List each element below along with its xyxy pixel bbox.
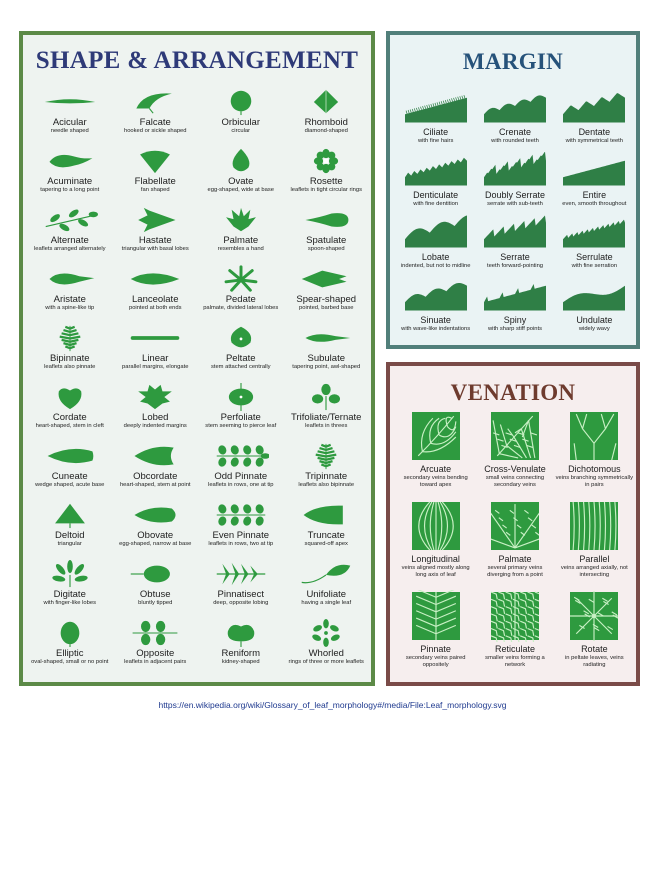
scell-name: Obcordate	[133, 471, 178, 482]
vcell-item	[396, 500, 475, 590]
margin-panel-title: MARGIN	[462, 49, 564, 74]
mcell-name: Undulate	[576, 314, 613, 325]
subulate-leaf-icon	[298, 323, 354, 353]
vcell-description: veins aligned mostly along long axis of leaf	[401, 565, 470, 578]
cordate-leaf-icon	[42, 382, 98, 412]
scell-description: tapering point, awl-shaped	[292, 364, 361, 370]
vcell-item	[475, 410, 554, 500]
parallel-venation-icon	[570, 500, 618, 552]
margin-panel	[386, 31, 640, 349]
scell-item	[113, 205, 199, 264]
scell-description: rings of three or more leaflets	[288, 659, 364, 665]
vcell-item	[555, 500, 634, 590]
mcell-name: Ciliate	[423, 127, 449, 137]
undulate-margin-icon	[563, 277, 625, 313]
scell-item	[284, 264, 370, 323]
cuneate-leaf-icon	[42, 441, 98, 471]
mcell-item	[396, 89, 475, 152]
scell-description: hooked or sickle shaped	[123, 128, 187, 134]
scell-name: Cordate	[52, 412, 87, 423]
vcell-item	[475, 500, 554, 590]
odd-pinnate-leaf-icon	[213, 441, 269, 471]
spatulate-leaf-icon	[298, 205, 354, 235]
scell-name: Lanceolate	[132, 294, 179, 305]
scell-item	[113, 87, 199, 146]
mcell-description: teeth forward-pointing	[486, 263, 544, 269]
scell-name: Opposite	[136, 648, 175, 659]
scell-item	[284, 146, 370, 205]
orbicular-leaf-icon	[213, 87, 269, 117]
scell-item	[113, 146, 199, 205]
obcordate-leaf-icon	[127, 441, 183, 471]
vcell-name: Longitudinal	[411, 554, 460, 564]
lobed-leaf-icon	[127, 382, 183, 412]
scell-name: Peltate	[225, 353, 256, 364]
scell-item	[27, 500, 113, 559]
mcell-name: Dentate	[578, 127, 611, 137]
pinnate-venation-icon	[412, 590, 460, 642]
scell-description: egg-shaped, narrow at base	[119, 541, 192, 547]
scell-name: Pinnatisect	[217, 589, 264, 600]
scell-item	[198, 323, 284, 382]
serrate-margin-icon	[484, 214, 546, 250]
palmate-leaf-icon	[213, 205, 269, 235]
scell-name: Unifoliate	[306, 589, 347, 600]
acuminate-leaf-icon	[42, 146, 98, 176]
mcell-description: indented, but not to midline	[400, 263, 471, 269]
obovate-leaf-icon	[127, 500, 183, 530]
scell-name: Ovate	[228, 176, 254, 187]
mcell-item	[475, 89, 554, 152]
pedate-leaf-icon	[213, 264, 269, 294]
scell-description: diamond-shaped	[304, 128, 348, 134]
scell-name: Digitate	[53, 589, 86, 600]
scell-name: Linear	[142, 353, 169, 364]
scell-description: leaflets in threes	[305, 423, 348, 429]
scell-item	[284, 205, 370, 264]
scell-description: with finger-like lobes	[43, 600, 97, 606]
scell-description: leaflets in adjacent pairs	[124, 659, 187, 665]
scell-name: Falcate	[139, 117, 171, 128]
mcell-item	[475, 214, 554, 277]
scell-description: wedge shaped, acute base	[35, 482, 105, 488]
scell-item	[198, 559, 284, 618]
scell-item	[27, 87, 113, 146]
scell-name: Reniform	[221, 648, 261, 659]
scell-description: pointed, barbed base	[299, 305, 354, 311]
scell-name: Flabellate	[134, 176, 176, 187]
shape-panel-title: SHAPE & ARRANGEMENT	[35, 47, 359, 74]
vcell-description: veins arranged axially, not intersecting	[560, 565, 628, 578]
vcell-name: Palmate	[498, 554, 532, 564]
vcell-description: in peltate leaves, veins radiating	[565, 655, 624, 668]
mcell-name: Spiny	[503, 314, 527, 325]
vcell-item	[555, 590, 634, 680]
mcell-item	[555, 152, 634, 215]
mcell-item	[555, 89, 634, 152]
mcell-description: even, smooth throughout	[562, 200, 627, 207]
unifoliate-leaf-icon	[298, 559, 354, 589]
scell-description: heart-shaped, stem at point	[119, 482, 191, 488]
scell-item	[198, 500, 284, 559]
scell-item	[27, 559, 113, 618]
scell-item	[284, 618, 370, 677]
scell-name: Whorled	[308, 648, 344, 659]
vcell-name: Arcuate	[420, 464, 452, 474]
longitudinal-venation-icon	[412, 500, 460, 552]
elliptic-leaf-icon	[42, 618, 98, 648]
scell-name: Orbicular	[221, 117, 261, 128]
mcell-description: with symmetrical teeth	[565, 138, 623, 144]
falcate-leaf-icon	[127, 87, 183, 117]
lanceolate-leaf-icon	[127, 264, 183, 294]
mcell-description: with wave-like indentations	[401, 325, 471, 332]
mcell-description: serrate with sub-teeth	[487, 200, 543, 207]
scell-item	[27, 264, 113, 323]
scell-item	[27, 323, 113, 382]
scell-description: stem attached centrally	[210, 364, 271, 370]
vcell-name: Rotate	[581, 644, 608, 654]
scell-name: Palmate	[223, 235, 259, 246]
scell-name: Obtuse	[139, 589, 171, 600]
scell-item	[27, 618, 113, 677]
mcell-item	[555, 277, 634, 340]
vcell-name: Parallel	[579, 554, 610, 564]
scell-item	[284, 382, 370, 441]
scell-item	[27, 441, 113, 500]
scell-name: Spatulate	[306, 235, 347, 246]
scell-item	[198, 205, 284, 264]
perfoliate-leaf-icon	[213, 382, 269, 412]
scell-description: having a single leaf	[301, 600, 352, 606]
sinuate-margin-icon	[405, 277, 467, 313]
scell-description: squared-off apex	[304, 541, 348, 547]
scell-description: triangular with basal lobes	[121, 246, 189, 252]
denticulate-margin-icon	[405, 152, 467, 188]
mcell-description: with fine hairs	[417, 138, 454, 144]
mcell-item	[396, 214, 475, 277]
alternate-leaf-icon	[42, 205, 98, 235]
scell-description: fan shaped	[140, 187, 170, 193]
scell-description: parallel margins, elongate	[122, 364, 189, 370]
peltate-leaf-icon	[213, 323, 269, 353]
scell-name: Even Pinnate	[212, 530, 269, 541]
scell-description: oval-shaped, small or no point	[31, 659, 109, 665]
vcell-name: Reticulate	[494, 644, 535, 654]
scell-description: leaflets in rows, one at tip	[208, 482, 274, 488]
scell-description: leaflets also pinnate	[44, 364, 96, 370]
mcell-item	[555, 214, 634, 277]
dentate-margin-icon	[563, 89, 625, 125]
scell-name: Odd Pinnate	[214, 471, 268, 482]
reticulate-venation-icon	[491, 590, 539, 642]
whorled-leaf-icon	[298, 618, 354, 648]
scell-item	[198, 441, 284, 500]
scell-name: Elliptic	[56, 648, 84, 659]
venation-grid	[396, 410, 634, 680]
scell-name: Spear-shaped	[296, 294, 357, 305]
shape-arrangement-panel	[19, 31, 375, 686]
mcell-name: Serrulate	[576, 252, 613, 262]
vcell-name: Pinnate	[420, 644, 451, 654]
mcell-item	[475, 277, 554, 340]
scell-name: Aristate	[53, 294, 86, 305]
scell-item	[198, 146, 284, 205]
mcell-name: Crenate	[498, 127, 531, 137]
scell-item	[284, 441, 370, 500]
scell-item	[284, 500, 370, 559]
mcell-item	[475, 152, 554, 215]
rosette-leaf-icon	[298, 146, 354, 176]
scell-description: resembles a hand	[217, 246, 264, 252]
scell-name: Rhomboid	[304, 117, 348, 128]
scell-item	[198, 87, 284, 146]
deltoid-leaf-icon	[42, 500, 98, 530]
vcell-name: Cross-Venulate	[484, 464, 546, 474]
reniform-leaf-icon	[213, 618, 269, 648]
scell-item	[284, 323, 370, 382]
hastate-leaf-icon	[127, 205, 183, 235]
mcell-name: Denticulate	[413, 189, 459, 200]
scell-description: deep, opposite lobing	[213, 600, 269, 606]
vcell-item	[555, 410, 634, 500]
mcell-description: with rounded teeth	[491, 138, 539, 144]
linear-leaf-icon	[127, 323, 183, 353]
serrulate-margin-icon	[563, 214, 625, 250]
scell-item	[113, 559, 199, 618]
obtuse-leaf-icon	[127, 559, 183, 589]
mcell-item	[396, 152, 475, 215]
digitate-leaf-icon	[42, 559, 98, 589]
spiny-margin-icon	[484, 277, 546, 313]
scell-description: palmate, divided lateral lobes	[203, 305, 279, 311]
vcell-description: secondary veins paired oppositely	[405, 655, 466, 668]
scell-description: triangular	[57, 541, 82, 547]
scell-name: Trifoliate/Ternate	[291, 412, 362, 423]
vcell-name: Dichotomous	[568, 464, 621, 474]
margin-grid	[396, 89, 634, 339]
even-pinnate-leaf-icon	[213, 500, 269, 530]
scell-description: leaflets arranged alternately	[33, 246, 106, 252]
scell-item	[27, 146, 113, 205]
scell-name: Tripinnate	[305, 471, 348, 482]
scell-description: stem seeming to pierce leaf	[205, 423, 277, 429]
spear-shaped-leaf-icon	[298, 264, 354, 294]
doubly-serrate-margin-icon	[484, 152, 546, 188]
ovate-leaf-icon	[213, 146, 269, 176]
vcell-item	[396, 410, 475, 500]
rhomboid-leaf-icon	[298, 87, 354, 117]
scell-name: Alternate	[50, 235, 89, 246]
scell-name: Perfoliate	[220, 412, 261, 423]
dichotomous-venation-icon	[570, 410, 618, 462]
scell-item	[284, 559, 370, 618]
scell-name: Acicular	[52, 117, 87, 128]
scell-item	[198, 382, 284, 441]
scell-name: Acuminate	[47, 176, 93, 187]
tripinnate-leaf-icon	[298, 441, 354, 471]
scell-item	[113, 500, 199, 559]
scell-item	[27, 205, 113, 264]
source-link[interactable]: https://en.wikipedia.org/wiki/Glossary_of_leaf_morphology#/media/File:Leaf_morphology.svg	[158, 700, 507, 710]
scell-item	[198, 264, 284, 323]
mcell-description: with fine dentition	[413, 200, 459, 207]
scell-name: Pedate	[225, 294, 256, 305]
scell-item	[27, 382, 113, 441]
cross-venulate-venation-icon	[491, 410, 539, 462]
scell-name: Cuneate	[51, 471, 88, 482]
scell-name: Obovate	[137, 530, 174, 541]
scell-name: Subulate	[307, 353, 345, 364]
scell-name: Lobed	[142, 412, 169, 423]
mcell-name: Lobate	[421, 252, 450, 262]
scell-name: Bipinnate	[49, 353, 90, 364]
vcell-description: several primary veins diverging from a point	[487, 565, 543, 578]
scell-description: tapering to a long point	[40, 187, 100, 193]
vcell-description: secondary veins bending toward apex	[403, 475, 468, 488]
trifoliate-leaf-icon	[298, 382, 354, 412]
vcell-description: small veins connecting secondary veins	[485, 475, 545, 488]
mcell-name: Doubly Serrate	[484, 189, 545, 200]
mcell-description: with sharp stiff points	[487, 325, 542, 332]
rotate-venation-icon	[570, 590, 618, 642]
scell-description: heart-shaped, stem in cleft	[35, 423, 104, 429]
crenate-margin-icon	[484, 89, 546, 125]
scell-name: Hastate	[138, 235, 172, 246]
scell-description: needle shaped	[50, 128, 89, 134]
ciliate-margin-icon	[405, 89, 467, 125]
scell-description: leaflets in rows, two at tip	[208, 541, 274, 547]
scell-description: kidney-shaped	[221, 659, 260, 665]
acicular-leaf-icon	[42, 87, 98, 117]
bipinnate-leaf-icon	[42, 323, 98, 353]
scell-description: with a spine-like tip	[45, 305, 95, 311]
vcell-item	[396, 590, 475, 680]
scell-name: Truncate	[307, 530, 345, 541]
pinnatisect-leaf-icon	[213, 559, 269, 589]
shape-grid	[27, 87, 369, 677]
truncate-leaf-icon	[298, 500, 354, 530]
mcell-description: with fine serration	[571, 263, 618, 269]
entire-margin-icon	[563, 152, 625, 188]
scell-description: deeply indented margins	[123, 423, 187, 429]
vcell-description: smaller veins forming a network	[485, 655, 545, 668]
venation-panel-title: VENATION	[450, 380, 576, 405]
mcell-name: Sinuate	[420, 314, 451, 325]
mcell-item	[396, 277, 475, 340]
mcell-name: Serrate	[500, 252, 530, 262]
vcell-item	[475, 590, 554, 680]
mcell-name: Entire	[582, 189, 607, 200]
scell-name: Deltoid	[54, 530, 85, 541]
scell-item	[113, 441, 199, 500]
venation-panel	[386, 362, 640, 686]
scell-description: leaflets in tight circular rings	[290, 187, 363, 193]
scell-item	[113, 618, 199, 677]
scell-item	[113, 382, 199, 441]
mcell-description: widely wavy	[578, 325, 610, 332]
scell-description: egg-shaped, wide at base	[207, 187, 274, 193]
scell-description: spoon-shaped	[307, 246, 345, 252]
arcuate-venation-icon	[412, 410, 460, 462]
scell-item	[198, 618, 284, 677]
palmate-venation-icon	[491, 500, 539, 552]
scell-description: circular	[231, 128, 251, 134]
scell-description: bluntly tipped	[138, 600, 173, 606]
scell-description: pointed at both ends	[128, 305, 182, 311]
opposite-leaf-icon	[127, 618, 183, 648]
scell-name: Rosette	[309, 176, 343, 187]
scell-item	[113, 264, 199, 323]
vcell-description: veins branching symmetrically in pairs	[555, 475, 633, 488]
lobate-margin-icon	[405, 214, 467, 250]
scell-description: leaflets also bipinnate	[298, 482, 355, 488]
aristate-leaf-icon	[42, 264, 98, 294]
scell-item	[113, 323, 199, 382]
scell-item	[284, 87, 370, 146]
flabellate-leaf-icon	[127, 146, 183, 176]
